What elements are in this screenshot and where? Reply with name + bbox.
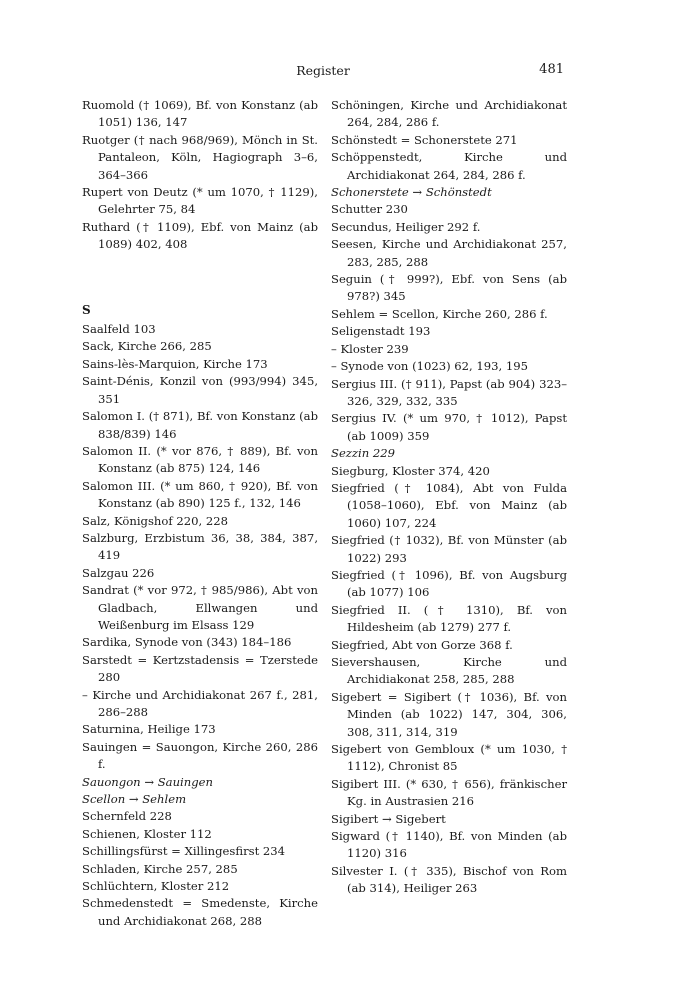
index-entry: Salzgau 226 xyxy=(82,565,155,580)
index-subentry: – Synode von (1023) 62, 193, 195 xyxy=(331,359,529,374)
running-title: Register xyxy=(296,63,350,78)
index-entry: Sievershausen, Kirche und Archidiakonat 258, 285, 288 xyxy=(331,655,567,687)
index-entry: Salomon II. (* vor 876, † 889), Bf. von Konstanz (ab 875) 124, 146 xyxy=(82,443,318,476)
index-subentry: – Kirche und Archidiakonat 267 f., 281, 286–288 xyxy=(82,687,318,719)
index-entry: Sigebert = Sigibert († 1036), Bf. von Minden (ab 1022) 147, 304, 306, 308, 311, 314, 319 xyxy=(331,689,567,739)
index-entry: Scellon → Sehlem xyxy=(82,792,187,807)
index-entry: Salomon I. († 871), Bf. von Konstanz (ab 838/839) 146 xyxy=(82,409,318,441)
index-entry: Sains-lès-Marquion, Kirche 173 xyxy=(82,356,268,371)
index-entry: Schmedenstedt = Smedenste, Kirche und Archidiakonat 268, 288 xyxy=(82,896,318,928)
index-entry: Sergius IV. (* um 970, † 1012), Papst (ab 1009) 359 xyxy=(331,411,567,443)
index-entry: Seligenstadt 193 xyxy=(331,324,431,339)
index-entry: Salomon III. (* um 860, † 920), Bf. von Konstanz (ab 890) 125 f., 132, 146 xyxy=(82,478,318,511)
index-entry: Sergius III. († 911), Papst (ab 904) 323–326, 329, 332, 335 xyxy=(331,376,567,408)
index-entry: Ruomold († 1069), Bf. von Konstanz (ab 1051) 136, 147 xyxy=(82,98,318,130)
index-entry: Schienen, Kloster 112 xyxy=(82,826,212,841)
index-entry: Siegfried, Abt von Gorze 368 f. xyxy=(331,637,513,652)
index-entry: Siegfried († 1096), Bf. von Augsburg (ab 1077) 106 xyxy=(331,567,567,600)
left-column xyxy=(82,97,318,930)
index-entry: Schonerstete → Schönstedt xyxy=(331,185,492,200)
index-entry: Schillingsfürst = Xillingesfirst 234 xyxy=(82,844,286,859)
index-entry: Seguin († 999?), Ebf. von Sens (ab 978?) 345 xyxy=(331,272,567,304)
index-entry: Schlüchtern, Kloster 212 xyxy=(82,879,230,894)
index-entry: Ruthard († 1109), Ebf. von Mainz (ab 1089) 402, 408 xyxy=(82,219,318,252)
index-entry: Sarstedt = Kertzstadensis = Tzerstede 280 xyxy=(82,652,318,685)
index-entry: Schernfeld 228 xyxy=(82,809,172,824)
section-gap xyxy=(82,254,318,278)
index-entry: Siegfried († 1032), Bf. von Münster (ab 1022) 293 xyxy=(331,533,567,565)
right-column xyxy=(331,97,567,898)
index-entry: Sezzin 229 xyxy=(331,446,396,461)
index-entry: Saalfeld 103 xyxy=(82,322,156,337)
index-entry: Sandrat (* vor 972, † 985/986), Abt von Gladbach, Ellwangen und Weißenburg im Elsass 129 xyxy=(82,583,318,632)
index-entry: Sauingen = Sauongon, Kirche 260, 286 f. xyxy=(82,739,318,772)
index-entry: Schönstedt = Schonerstete 271 xyxy=(331,132,518,147)
index-entry: Siegburg, Kloster 374, 420 xyxy=(331,463,490,478)
index-entry: Schutter 230 xyxy=(331,202,408,217)
index-subentry: – Kloster 239 xyxy=(331,341,409,356)
index-entry: Salz, Königshof 220, 228 xyxy=(82,513,228,528)
index-entry: Sauongon → Sauingen xyxy=(82,774,213,789)
section-gap xyxy=(82,278,318,302)
index-entry: Saint-Dénis, Konzil von (993/994) 345, 351 xyxy=(82,374,318,406)
index-entry: Sigibert → Sigebert xyxy=(331,811,446,826)
index-entry: Siegfried II. († 1310), Bf. von Hildesheim (ab 1279) 277 f. xyxy=(331,602,567,635)
index-entry: Schöningen, Kirche und Archidiakonat 264, 284, 286 f. xyxy=(331,98,567,130)
index-entry: Ruotger († nach 968/969), Mönch in St. Pantaleon, Köln, Hagiograph 3–6, 364–366 xyxy=(82,132,318,182)
index-entry: Schladen, Kirche 257, 285 xyxy=(82,861,238,876)
index-entry: Sack, Kirche 266, 285 xyxy=(82,339,212,354)
index-entry: Saturnina, Heilige 173 xyxy=(82,722,216,737)
section-letter: S xyxy=(82,302,91,317)
index-entry: Secundus, Heiliger 292 f. xyxy=(331,219,481,234)
index-entry: Siegfried († 1084), Abt von Fulda (1058–1060), Ebf. von Mainz (ab 1060) 107, 224 xyxy=(331,480,567,530)
index-entry: Silvester I. († 335), Bischof von Rom (ab 314), Heiliger 263 xyxy=(331,863,567,896)
index-entry: Rupert von Deutz (* um 1070, † 1129), Gelehrter 75, 84 xyxy=(82,185,318,217)
index-entry: Sehlem = Scellon, Kirche 260, 286 f. xyxy=(331,306,548,321)
index-entry: Sardika, Synode von (343) 184–186 xyxy=(82,635,292,650)
index-entry: Salzburg, Erzbistum 36, 38, 384, 387, 419 xyxy=(82,530,318,563)
index-entry: Seesen, Kirche und Archidiakonat 257, 283, 285, 288 xyxy=(331,237,567,269)
index-entry: Sigibert III. (* 630, † 656), fränkischer Kg. in Austrasien 216 xyxy=(331,776,567,809)
page-number: 481 xyxy=(539,62,564,77)
index-entry: Sigebert von Gembloux (* um 1030, † 1112), Chronist 85 xyxy=(331,742,567,774)
index-entry: Sigward († 1140), Bf. von Minden (ab 1120) 316 xyxy=(331,829,567,861)
index-entry: Schöppenstedt, Kirche und Archidiakonat 264, 284, 286 f. xyxy=(331,150,567,182)
